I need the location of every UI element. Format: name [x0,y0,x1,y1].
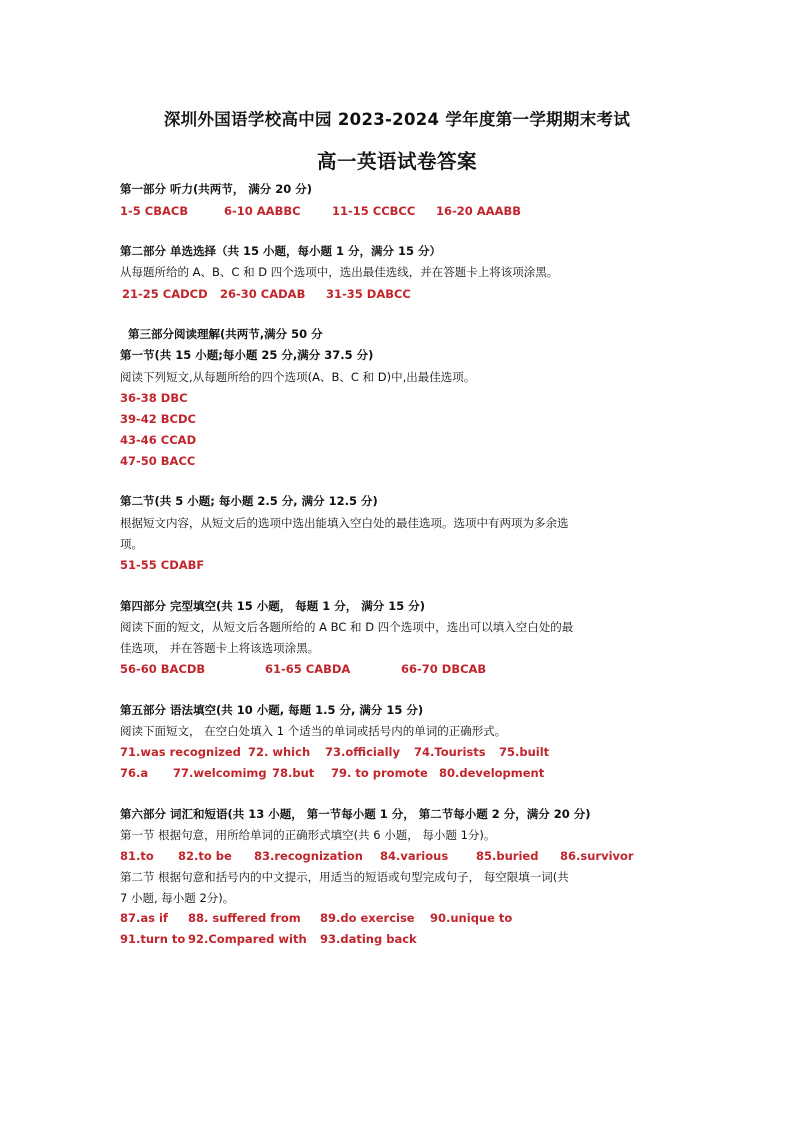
answer-group: 1-5 CBACB [120,204,189,218]
part3-section2-instruction: 根据短文内容，从短文后的选项中选出能填入空白处的最佳选项。选项中有两项为多余选 [120,516,569,530]
part1-heading: 第一部分 听力(共两节， 满分 20 分) [120,182,313,196]
answer-group: 6-10 AABBC [224,204,301,218]
answer-group: 47-50 BACC [120,454,196,468]
answer-item: 89.do exercise [320,911,415,925]
answer-item: 90.unique to [430,911,513,925]
answer-item: 73.officially [325,745,400,759]
exam-title: 深圳外国语学校高中园 2023-2024 学年度第一学期期末考试 [163,110,631,129]
part4-instruction-cont: 佳选项， 并在答题卡上将该选项涂黑。 [120,641,320,655]
answer-group: 26-30 CADAB [220,287,306,301]
part2-instruction: 从每题所给的 A、B、C 和 D 四个选项中，选出最佳选线，并在答题卡上将该项涂黑。 [120,265,559,279]
part6-section2-instruction: 第二节 根据句意和括号内的中文提示，用适当的短语或句型完成句子， 每空限填一词(共 [120,870,569,884]
answer-item: 83.recognization [254,849,363,863]
answer-item: 87.as if [120,911,168,925]
answer-item: 81.to [120,849,154,863]
answer-group: 11-15 CCBCC [332,204,416,218]
part6-section1-instruction: 第一节 根据句意，用所给单词的正确形式填空(共 6 小题， 每小题 1分)。 [120,828,496,842]
answer-group: 66-70 DBCAB [401,662,487,676]
part5-heading: 第五部分 语法填空(共 10 小题, 每题 1.5 分, 满分 15 分) [120,703,424,717]
answer-item: 85.buried [476,849,539,863]
part4-heading: 第四部分 完型填空(共 15 小题， 每题 1 分， 满分 15 分) [120,599,426,613]
answer-group: 21-25 CADCD [122,287,208,301]
part3-section2-heading: 第二节(共 5 小题; 每小题 2.5 分, 满分 12.5 分) [120,494,378,508]
answer-group: 31-35 DABCC [326,287,411,301]
answer-group: 16-20 AAABB [436,204,522,218]
answer-item: 82.to be [178,849,232,863]
answer-group: 61-65 CABDA [265,662,351,676]
answer-item: 88. suffered from [188,911,301,925]
answer-item: 91.turn to [120,932,186,946]
answer-item: 74.Tourists [414,745,486,759]
answer-item: 77.welcomimg [173,766,267,780]
answer-item: 71.was recognized [120,745,241,759]
answer-item: 75.built [499,745,550,759]
answer-item: 72. which [248,745,311,759]
part3-section2-instruction-cont: 项。 [120,537,143,551]
part3-section1-instruction: 阅读下列短文,从每题所给的四个选项(A、B、C 和 D)中,出最佳选项。 [120,370,476,384]
answer-group: 51-55 CDABF [120,558,205,572]
answer-item: 78.but [272,766,315,780]
answer-item: 93.dating back [320,932,417,946]
part3-heading: 第三部分阅读理解(共两节,满分 50 分 [128,327,323,341]
answer-item: 80.development [439,766,545,780]
part3-section1-heading: 第一节(共 15 小题;每小题 25 分,满分 37.5 分) [120,348,374,362]
part5-instruction: 阅读下面短文， 在空白处填入 1 个适当的单词或括号内的单词的正确形式。 [120,724,507,738]
answer-item: 79. to promote [331,766,428,780]
answer-item: 76.a [120,766,149,780]
exam-subtitle: 高一英语试卷答案 [316,150,477,173]
answer-group: 39-42 BCDC [120,412,196,426]
answer-group: 43-46 CCAD [120,433,197,447]
part2-heading: 第二部分 单选选择（共 15 小题，每小题 1 分，满分 15 分） [120,244,442,258]
part4-instruction: 阅读下面的短文，从短文后各题所给的 A BC 和 D 四个选项中，选出可以填入空白处的最 [120,620,574,634]
answer-item: 92.Compared with [188,932,307,946]
part6-section2-instruction-cont: 7 小题, 每小题 2分)。 [120,891,235,905]
answer-group: 56-60 BACDB [120,662,206,676]
part6-heading: 第六部分 词汇和短语(共 13 小题， 第一节每小题 1 分， 第二节每小题 2 分，满分 20 分) [120,807,591,821]
answer-item: 84.various [380,849,449,863]
answer-group: 36-38 DBC [120,391,188,405]
answer-item: 86.survivor [560,849,634,863]
